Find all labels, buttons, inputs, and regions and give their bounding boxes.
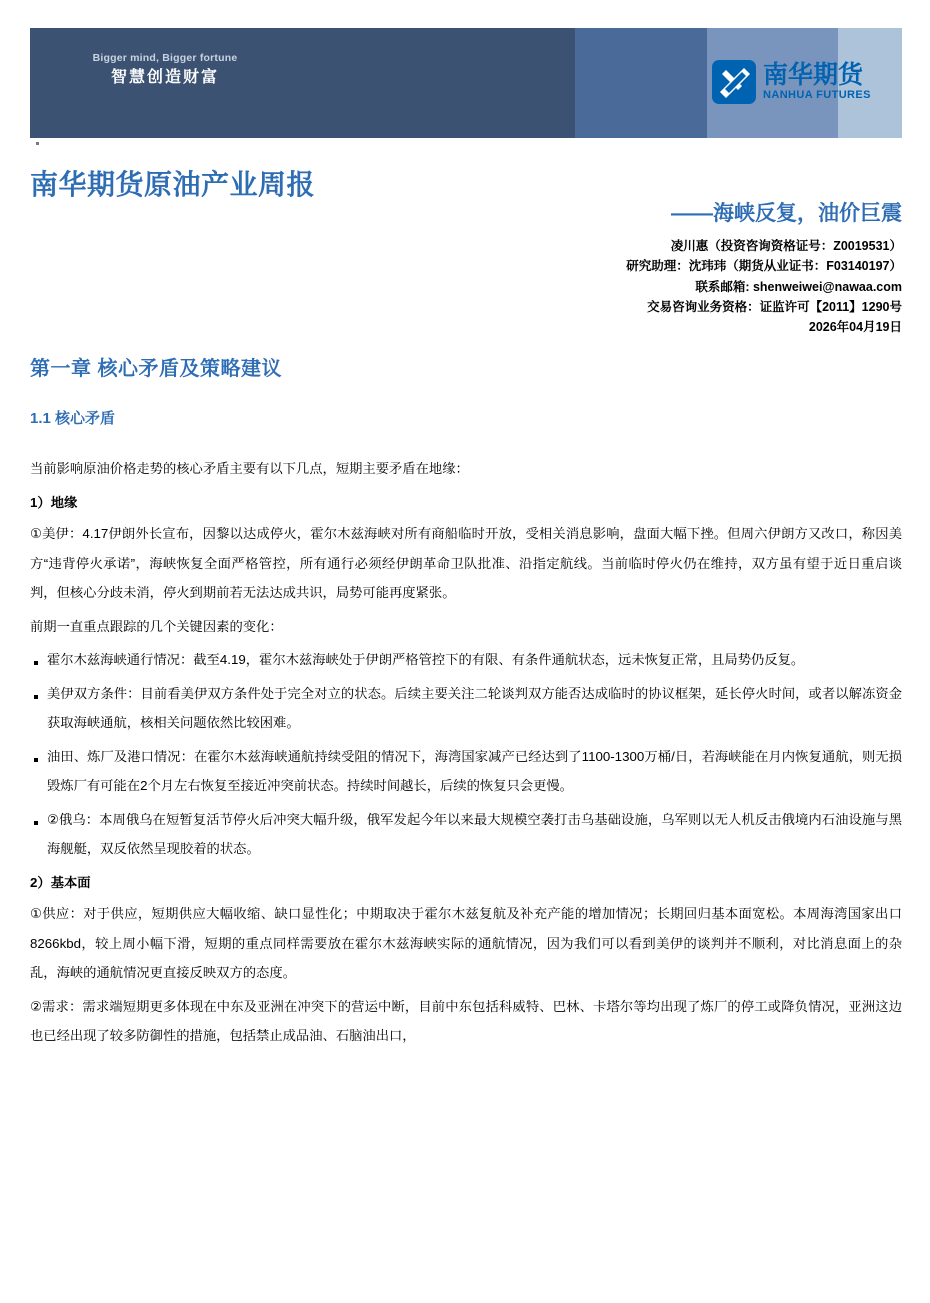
- page-subtitle: ——海峡反复，油价巨震: [671, 202, 902, 225]
- chapter-heading: 第一章 核心矛盾及策略建议: [30, 358, 283, 380]
- page-title: 南华期货原油产业周报: [30, 169, 316, 200]
- byline-assistant: 研究助理：沈玮玮（期货从业证书：F03140197）: [626, 259, 902, 274]
- company-slogan: [55, 52, 275, 88]
- supply-paragraph: ①供应：对于供应，短期供应大幅收缩、缺口显性化；中期取决于霍尔木兹复航及补充产能的增加情况；长期回归基本面宽松。本周海湾国家出口8266kbd，较上周小幅下滑，短期的重点同样需要放在霍尔木兹海峡实际的通航情况，因为我们可以看到美伊的谈判并不顺利，对比消息面上的杂乱，海峡的通航情况更直接反映双方的态度。: [30, 906, 902, 981]
- list-item: ②俄乌：本周俄乌在短暂复活节停火后冲突大幅升级，俄军发起今年以来最大规模空袭打击乌基础设施，乌军则以无人机反击俄境内石油设施与黑海舰艇，双反依然呈现胶着的状态。: [30, 805, 902, 864]
- section-heading: 1.1 核心矛盾: [30, 410, 116, 427]
- document-body: [30, 352, 902, 1055]
- fundamentals-heading: 2）基本面: [30, 874, 91, 890]
- nanhua-logo-icon: [712, 60, 756, 104]
- geopolitics-paragraph-1: ①美伊：4.17伊朗外长宣布，因黎以达成停火，霍尔木兹海峡对所有商船临时开放，受相关消息影响，盘面大幅下挫。但周六伊朗方又改口，称因美方“违背停火承诺”，海峡恢复全面严格管控，所有通行必须经伊朗革命卫队批准、沿指定航线。当前临时停火仍在维持，双方虽有望于近日重启谈判，但核心分歧未消，停火到期前若无法达成共识，局势可能再度紧张。: [30, 526, 902, 601]
- intro-paragraph: 当前影响原油价格走势的核心矛盾主要有以下几点，短期主要矛盾在地缘：: [30, 461, 469, 476]
- geopolitics-heading: 1）地缘: [30, 494, 78, 510]
- slogan-english: Bigger mind, Bigger fortune: [92, 52, 238, 64]
- slogan-chinese: 智慧创造财富: [110, 69, 219, 87]
- list-item: 霍尔木兹海峡通行情况：截至4.19，霍尔木兹海峡处于伊朗严格管控下的有限、有条件通航状态，远未恢复正常，且局势仍反复。: [30, 645, 902, 675]
- geopolitics-paragraph-2: 前期一直重点跟踪的几个关键因素的变化：: [30, 618, 283, 634]
- byline-analyst: 凌川惠（投资咨询资格证号：Z0019531）: [670, 239, 902, 253]
- byline-email: 联系邮箱: shenweiwei@nawaa.com: [695, 279, 902, 294]
- demand-paragraph: ②需求：需求端短期更多体现在中东及亚洲在冲突下的营运中断，目前中东包括科威特、巴林、卡塔尔等均出现了炼厂的停工或降负情况，亚洲这边也已经出现了较多防御性的措施，包括禁止成品油、石脑油出口，: [30, 998, 902, 1044]
- logo-chinese-name: 南华期货: [763, 61, 864, 89]
- page-artifact-dot: [36, 142, 39, 145]
- banner-band-medium: [575, 28, 707, 138]
- list-item: 油田、炼厂及港口情况：在霍尔木兹海峡通航持续受阻的情况下，海湾国家减产已经达到了1100-1300万桶/日，若海峡能在月内恢复通航，则无损毁炼厂有可能在2个月左右恢复至接近冲突前状态。持续时间越长，后续的恢复只会更慢。: [30, 742, 902, 801]
- byline-license: 交易咨询业务资格：证监许可【2011】1290号: [647, 299, 902, 314]
- byline-block: [626, 236, 902, 337]
- logo-english-name: NANHUA FUTURES: [763, 89, 871, 101]
- list-item: 美伊双方条件：目前看美伊双方条件处于完全对立的状态。后续主要关注二轮谈判双方能否达成临时的协议框架，延长停火时间，或者以解冻资金获取海峡通航，核相关问题依然比较困难。: [30, 679, 902, 738]
- company-logo: [712, 60, 871, 104]
- logo-wordmark: [763, 63, 871, 101]
- byline-date: 2026年04月19日: [808, 320, 902, 334]
